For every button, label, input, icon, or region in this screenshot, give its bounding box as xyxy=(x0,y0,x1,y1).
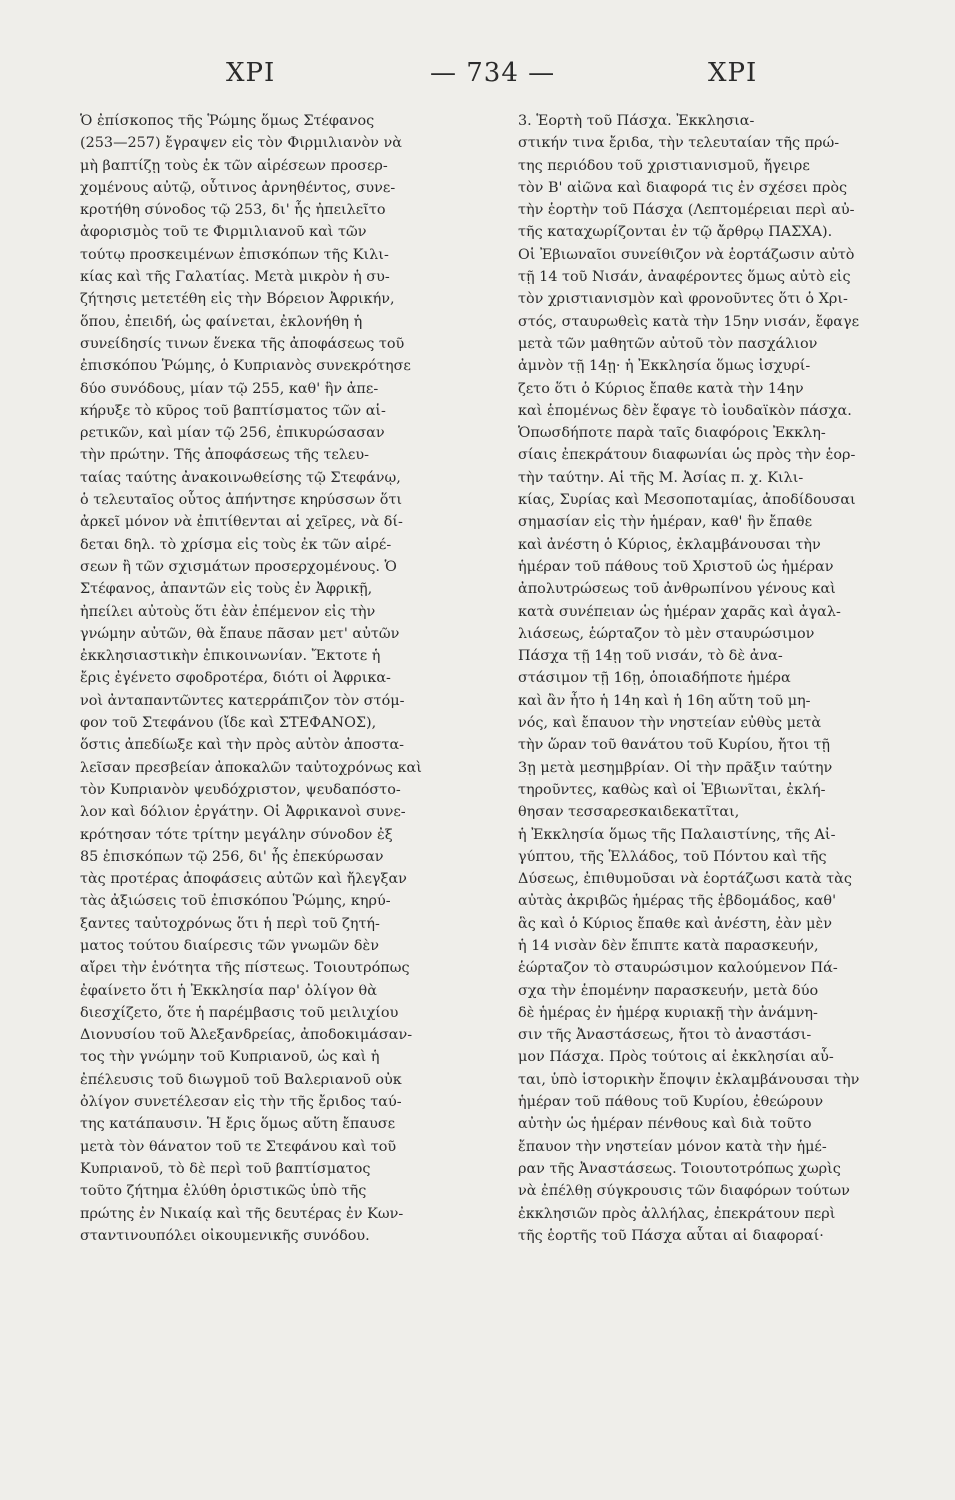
text-line: φον τοῦ Στεφάνου (ἴδε καὶ ΣΤΕΦΑΝΟΣ), xyxy=(80,715,377,732)
text-line: τὸν Κυπριανὸν ψευδόχριστον, ψευδαπόστο- xyxy=(80,781,401,798)
text-line: δὲ ἡμέρας ἐν ἡμέρᾳ κυριακῇ τὴν ἀνάμνη- xyxy=(518,1004,818,1021)
text-line: τὸν Β' αἰῶνα καὶ διαφορά τις ἐν σχέσει πρὸς xyxy=(518,179,848,196)
text-line: Ὁπωσδήποτε παρὰ ταῖς διαφόροις Ἐκκλη- xyxy=(518,425,826,442)
text-line: ἀφορισμὸς τοῦ τε Φιρμιλιανοῦ καὶ τῶν xyxy=(80,224,367,241)
text-line: νός, καὶ ἔπαυον τὴν νηστείαν εὐθὺς μετὰ xyxy=(518,715,822,732)
text-line: ὀλίγον συνετέλεσαν εἰς τὴν τῆς ἔριδος ταύ- xyxy=(80,1094,402,1111)
text-line: νοὶ ἀνταπαντῶντες κατερράπιζον τὸν στόμ- xyxy=(80,692,405,709)
text-line: καὶ ἂν ἦτο ἡ 14η καὶ ἡ 16η αὕτη τοῦ μη- xyxy=(518,692,811,709)
text-line: δύο συνόδους, μίαν τῷ 255, καθ' ἣν ἀπε- xyxy=(80,380,379,397)
text-line: στός, σταυρωθεὶς κατὰ τὴν 15ην νισάν, ἔφαγε xyxy=(518,313,860,330)
text-line: στάσιμον τῇ 16ῃ, ὁποιαδήποτε ἡμέρα xyxy=(518,670,791,687)
text-line: ὅπου, ἐπειδή, ὡς φαίνεται, ἐκλονήθη ἡ xyxy=(80,313,363,330)
text-line: μὴ βαπτίζῃ τοὺς ἐκ τῶν αἱρέσεων προσερ- xyxy=(80,157,388,174)
text-line: τὸν χριστιανισμὸν καὶ φρονοῦντες ὅτι ὁ Χρι- xyxy=(518,291,848,308)
text-line: Οἱ Ἐβιωναῖοι συνείθιζον νὰ ἑορτάζωσιν αὐτὸ xyxy=(518,246,855,263)
text-line: Κυπριανοῦ, τὸ δὲ περὶ τοῦ βαπτίσματος xyxy=(80,1160,371,1177)
text-line: Στέφανος, ἀπαντῶν εἰς τοὺς ἐν Ἀφρικῇ, xyxy=(80,581,373,598)
running-header xyxy=(0,58,955,98)
text-line: Διονυσίου τοῦ Ἀλεξανδρείας, ἀποδοκιμάσαν- xyxy=(80,1027,413,1044)
text-line: διεσχίζετο, ὅτε ἡ παρέμβασις τοῦ μειλιχίου xyxy=(80,1004,399,1021)
text-line: της κατάπαυσιν. Ἡ ἔρις ὅμως αὕτη ἔπαυσε xyxy=(80,1116,396,1133)
header-right-keyword: ΧΡΙ xyxy=(708,58,758,88)
text-line: νὰ ἐπέλθῃ σύγκρουσις τῶν διαφόρων τούτων xyxy=(518,1183,850,1200)
header-left-keyword: ΧΡΙ xyxy=(226,58,276,88)
text-line: ἐφαίνετο ὅτι ἡ Ἐκκλησία παρ' ὀλίγον θὰ xyxy=(80,982,377,999)
right-text-column xyxy=(518,110,928,1247)
text-line: θησαν τεσσαρεσκαιδεκατῖται, xyxy=(518,804,740,821)
text-line: Πάσχα τῇ 14ῃ τοῦ νισάν, τὸ δὲ ἀνα- xyxy=(518,648,783,665)
text-line: σχα τὴν ἑπομένην παρασκευήν, μετὰ δύο xyxy=(518,982,819,999)
text-line: ἀμνὸν τῇ 14ῃ· ἡ Ἐκκλησία ὅμως ἰσχυρί- xyxy=(518,358,811,375)
text-line: λιάσεως, ἑώρταζον τὸ μὲν σταυρώσιμον xyxy=(518,625,815,642)
text-line: ραν τῆς Ἀναστάσεως. Τοιουτοτρόπως χωρὶς xyxy=(518,1160,841,1177)
text-line: λον καὶ δόλιον ἐργάτην. Οἱ Ἀφρικανοὶ συνε- xyxy=(80,804,406,821)
text-line: ἐπισκόπου Ῥώμης, ὁ Κυπριανὸς συνεκρότησε xyxy=(80,358,411,375)
text-line: ξαντες ταὐτοχρόνως ὅτι ἡ περὶ τοῦ ζητή- xyxy=(80,915,380,932)
text-line: κατὰ συνέπειαν ὡς ἡμέραν χαρᾶς καὶ ἀγαλ- xyxy=(518,603,841,620)
text-line: τῆς καταχωρίζονται ἐν τῷ ἄρθρῳ ΠΑΣΧΑ). xyxy=(518,224,833,241)
text-line: τούτῳ προσκειμένων ἐπισκόπων τῆς Κιλι- xyxy=(80,246,389,263)
text-line: κίας, Συρίας καὶ Μεσοποταμίας, ἀποδίδουσαι xyxy=(518,492,856,509)
text-line: καὶ ἑπομένως δὲν ἔφαγε τὸ ἰουδαϊκὸν πάσχα. xyxy=(518,402,852,419)
text-line: Δύσεως, ἐπιθυμοῦσαι νὰ ἑορτάζωσι κατὰ τὰς xyxy=(518,871,852,888)
text-line: αὐτὴν ὡς ἡμέραν πένθους καὶ διὰ τοῦτο xyxy=(518,1116,812,1133)
text-line: γύπτου, τῆς Ἑλλάδος, τοῦ Πόντου καὶ τῆς xyxy=(518,848,827,865)
text-line: Ὁ ἐπίσκοπος τῆς Ῥώμης ὅμως Στέφανος xyxy=(80,113,375,129)
text-line: ἔρις ἐγένετο σφοδροτέρα, διότι οἱ Ἀφρικα- xyxy=(80,670,391,687)
text-line: ἡ Ἐκκλησία ὅμως τῆς Παλαιστίνης, τῆς Αἰ- xyxy=(518,826,836,843)
text-line: ται, ὑπὸ ἱστορικὴν ἔποψιν ἐκλαμβάνουσαι τὴν xyxy=(518,1071,860,1088)
text-line: ἡ 14 νισὰν δὲν ἔπιπτε κατὰ παρασκευήν, xyxy=(518,937,819,954)
text-line: μον Πάσχα. Πρὸς τούτοις αἱ ἐκκλησίαι αὗ- xyxy=(518,1049,834,1066)
text-line: ἐκκλησιαστικὴν ἐπικοινωνίαν. Ἔκτοτε ἡ xyxy=(80,648,381,665)
text-line: τῇ 14 τοῦ Νισάν, ἀναφέροντες ὅμως αὐτὸ εἰς xyxy=(518,269,851,286)
text-line: ἃς καὶ ὁ Κύριος ἔπαθε καὶ ἀνέστη, ἐὰν μὲν xyxy=(518,915,833,932)
text-line: γνώμην αὐτῶν, θὰ ἔπαυε πᾶσαν μετ' αὐτῶν xyxy=(80,625,400,642)
text-line: τὰς προτέρας ἀποφάσεις αὐτῶν καὶ ἤλεγξαν xyxy=(80,871,407,888)
text-line: ἀρκεῖ μόνον νὰ ἐπιτίθενται αἱ χεῖρες, νὰ δί- xyxy=(80,514,403,531)
text-line: ἡμέραν τοῦ πάθους τοῦ Χριστοῦ ὡς ἡμέραν xyxy=(518,558,834,575)
text-line: καὶ ἀνέστη ὁ Κύριος, ἐκλαμβάνουσαι τὴν xyxy=(518,536,821,553)
text-line: της περιόδου τοῦ χριστιανισμοῦ, ἤγειρε xyxy=(518,157,810,174)
text-line: τὴν πρώτην. Τῆς ἀποφάσεως τῆς τελευ- xyxy=(80,447,369,464)
text-line: σίαις ἐπεκράτουν διαφωνίαι ὡς πρὸς τὴν ἑορ- xyxy=(518,447,856,464)
text-line: ἠπείλει αὐτοὺς ὅτι ἐὰν ἐπέμενον εἰς τὴν xyxy=(80,603,376,620)
text-line: ἑώρταζον τὸ σταυρώσιμον καλούμενον Πά- xyxy=(518,960,838,977)
text-line: τὴν ἑορτὴν τοῦ Πάσχα (Λεπτομέρειαι περὶ αὐ- xyxy=(518,202,855,219)
text-line: ζετο ὅτι ὁ Κύριος ἔπαθε κατὰ τὴν 14ην xyxy=(518,380,804,397)
text-line: 85 ἐπισκόπων τῷ 256, δι' ἧς ἐπεκύρωσαν xyxy=(80,848,384,865)
text-line: κίας καὶ τῆς Γαλατίας. Μετὰ μικρὸν ἡ συ- xyxy=(80,269,390,286)
text-line: ἐπέλευσις τοῦ διωγμοῦ τοῦ Βαλεριανοῦ οὐκ xyxy=(80,1071,402,1088)
text-line: μετὰ τὸν θάνατον τοῦ τε Στεφάνου καὶ τοῦ xyxy=(80,1138,397,1155)
text-line: ἔπαυον τὴν νηστείαν μόνον κατὰ τὴν ἡμέ- xyxy=(518,1138,827,1155)
text-line: κήρυξε τὸ κῦρος τοῦ βαπτίσματος τῶν αἱ- xyxy=(80,402,386,419)
text-line: ματος τούτου διαίρεσις τῶν γνωμῶν δὲν xyxy=(80,937,379,954)
text-line: 3. Ἑορτὴ τοῦ Πάσχα. Ἐκκλησια- xyxy=(518,113,755,129)
text-line: στικήν τινα ἔριδα, τὴν τελευταίαν τῆς πρώ- xyxy=(518,135,840,152)
text-line: ἀπολυτρώσεως τοῦ ἀνθρωπίνου γένους καὶ xyxy=(518,581,836,598)
text-line: τοῦτο ζήτημα ἐλύθη ὁριστικῶς ὑπὸ τῆς xyxy=(80,1183,367,1200)
text-line: (253—257) ἔγραψεν εἰς τὸν Φιρμιλιανὸν νὰ xyxy=(80,135,402,152)
text-line: τὰς ἀξιώσεις τοῦ ἐπισκόπου Ῥώμης, κηρύ- xyxy=(80,893,391,910)
text-line: 3ῃ μετὰ μεσημβρίαν. Οἱ τὴν πρᾶξιν ταύτην xyxy=(518,759,833,776)
text-line: ἐκκλησιῶν πρὸς ἀλλήλας, ἐπεκράτουν περὶ xyxy=(518,1205,836,1222)
text-line: τὴν ὥραν τοῦ θανάτου τοῦ Κυρίου, ἤτοι τῇ xyxy=(518,737,831,754)
text-line: σταντινουπόλει οἰκουμενικῆς συνόδου. xyxy=(80,1227,370,1244)
text-line: ρετικῶν, καὶ μίαν τῷ 256, ἐπικυρώσασαν xyxy=(80,425,385,442)
text-line: σιν τῆς Ἀναστάσεως, ἤτοι τὸ ἀναστάσι- xyxy=(518,1027,812,1044)
text-line: τηροῦντες, καθὼς καὶ οἱ Ἐβιωνῖται, ἐκλή- xyxy=(518,781,826,798)
text-line: σεων ἢ τῶν σχισμάτων προσερχομένους. Ὁ xyxy=(80,558,397,575)
text-line: δεται δηλ. τὸ χρίσμα εἰς τοὺς ἐκ τῶν αἱρέ- xyxy=(80,536,392,553)
text-line: σημασίαν εἰς τὴν ἡμέραν, καθ' ἣν ἔπαθε xyxy=(518,514,813,531)
text-line: μετὰ τῶν μαθητῶν αὐτοῦ τὸν πασχάλιον xyxy=(518,335,818,352)
page-number: — 734 — xyxy=(430,58,556,88)
left-text-column xyxy=(80,110,490,1247)
text-line: αἴρει τὴν ἑνότητα τῆς πίστεως. Τοιουτρόπως xyxy=(80,960,410,977)
text-line: χομένους αὐτῷ, οὗτινος ἀρνηθέντος, συνε- xyxy=(80,179,396,196)
text-line: τος τὴν γνώμην τοῦ Κυπριανοῦ, ὡς καὶ ἡ xyxy=(80,1049,380,1066)
text-line: ὁ τελευταῖος οὗτος ἀπήντησε κηρύσσων ὅτι xyxy=(80,492,403,509)
text-line: κρότησαν τότε τρίτην μεγάλην σύνοδον ἐξ xyxy=(80,826,393,843)
text-line: πρώτης ἐν Νικαίᾳ καὶ τῆς δευτέρας ἐν Κων- xyxy=(80,1205,404,1222)
text-line: ταίας ταύτης ἀνακοινωθείσης τῷ Στεφάνῳ, xyxy=(80,469,401,486)
text-line: λεῖσαν πρεσβείαν ἀποκαλῶν ταὐτοχρόνως καὶ xyxy=(80,759,422,776)
text-line: συνείδησίς τινων ἕνεκα τῆς ἀποφάσεως τοῦ xyxy=(80,335,405,352)
text-line: ζήτησις μετετέθη εἰς τὴν Βόρειον Ἀφρικήν, xyxy=(80,291,395,308)
text-line: ὅστις ἀπεδίωξε καὶ τὴν πρὸς αὐτὸν ἀποστα- xyxy=(80,737,405,754)
text-line: τῆς ἑορτῆς τοῦ Πάσχα αὗται αἱ διαφοραί· xyxy=(518,1227,824,1244)
text-line: ἡμέραν τοῦ πάθους τοῦ Κυρίου, ἐθεώρουν xyxy=(518,1094,824,1111)
text-line: τὴν ταύτην. Αἱ τῆς Μ. Ἀσίας π. χ. Κιλι- xyxy=(518,469,804,486)
text-line: αὐτὰς ἀκριβῶς ἡμέρας τῆς ἑβδομάδος, καθ' xyxy=(518,893,837,910)
text-line: κροτήθη σύνοδος τῷ 253, δι' ἧς ἠπειλεῖτο xyxy=(80,202,386,219)
